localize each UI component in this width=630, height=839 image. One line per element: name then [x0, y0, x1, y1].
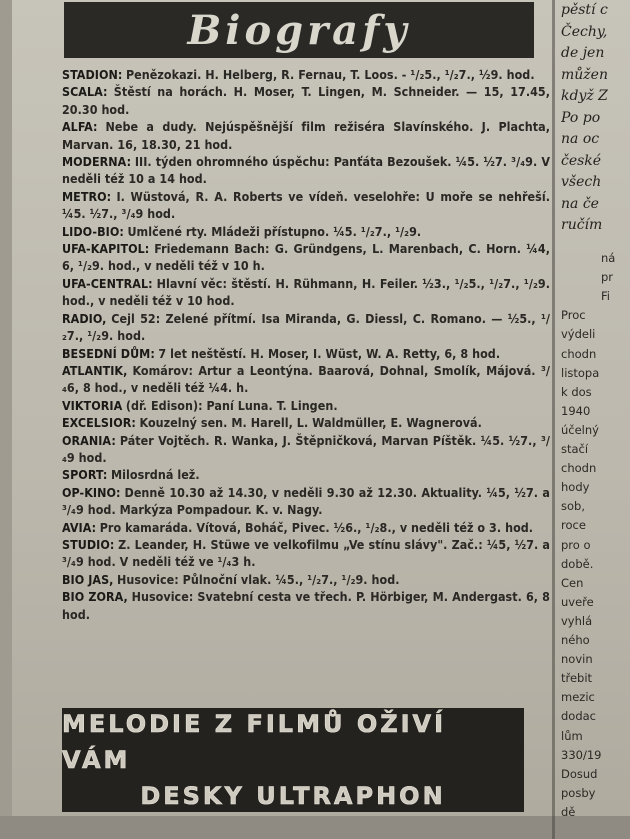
adjacent-italic-line: Po po	[561, 109, 601, 126]
listing-entry	[62, 571, 550, 588]
listing-entry	[62, 397, 550, 414]
adjacent-italic-line: české	[561, 152, 602, 169]
program-text: Milosrdná lež.	[110, 467, 200, 483]
adjacent-text-line: Proc	[561, 308, 586, 323]
cinema-name: UFA-KAPITOL:	[62, 241, 150, 257]
program-text: Husovice: Půlnoční vlak. ¼5., ¹/₂7., ¹/₂9. hod.	[117, 571, 400, 587]
ultraphon-advertisement	[62, 708, 524, 812]
program-text: Friedemann Bach: G. Gründgens, L. Marenbach, C. Horn. ¼4, 6, ¹/₂9. hod., v neděli též v 10 h.	[62, 241, 550, 274]
listing-entry	[62, 223, 550, 240]
adjacent-text-line: novin	[561, 652, 593, 667]
adjacent-italic-line: na če	[561, 195, 599, 212]
cinema-name: STUDIO:	[62, 536, 115, 552]
adjacent-text-line: chodn	[561, 461, 597, 476]
adjacent-text-line: 330/19	[561, 747, 602, 762]
cinema-name: BIO ZORA,	[62, 589, 128, 605]
adjacent-text-line: Cen	[561, 575, 584, 590]
listing-entry	[62, 275, 550, 310]
column-divider	[552, 0, 555, 839]
program-text: Husovice: Svatební cesta ve třech. P. Hörbiger, M. Andergast. 6, 8 hod.	[62, 589, 550, 622]
adjacent-column-italic-text	[561, 0, 630, 237]
adjacent-text-line: posby	[561, 785, 596, 800]
program-text: Denně 10.30 až 14.30, v neděli 9.30 až 12.30. Aktuality. ¼5, ½7. a ³/₄9 hod. Markýza Pompadour. K. v. Nagy.	[62, 484, 550, 518]
adjacent-text-line: pr	[601, 270, 614, 285]
adjacent-text-line: sob,	[561, 499, 585, 514]
program-text: Nebe a dudy. Nejúspěšnější film režiséra Slavínského. J. Plachta, Marvan. 16, 18.30, 21 hod.	[62, 119, 550, 152]
adjacent-column	[561, 0, 630, 839]
left-page-edge	[0, 0, 12, 839]
program-text: Penězokazi. H. Helberg, R. Fernau, T. Loos. - ¹/₂5., ¹/₂7., ½9. hod.	[125, 67, 535, 82]
cinema-name: MODERNA:	[62, 154, 132, 170]
adjacent-italic-line: Čechy,	[561, 23, 608, 40]
cinema-name: LIDO-BIO:	[62, 223, 124, 239]
cinema-name: SPORT:	[62, 467, 108, 483]
cinema-name: BESEDNÍ DŮM:	[62, 345, 155, 361]
adjacent-text-line: mezic	[561, 690, 595, 705]
cinema-name: VIKTORIA	[62, 397, 123, 413]
adjacent-text-line: hody	[561, 480, 590, 495]
adjacent-text-line: vyhlá	[561, 613, 593, 628]
section-header-banner	[64, 2, 534, 58]
adjacent-text-line: chodn	[561, 346, 597, 361]
adjacent-text-line: dodac	[561, 709, 597, 724]
program-text: Z. Leander, H. Stüwe ve velkofilmu „Ve stínu slávy". Zač.: ¼5, ½7. a ³/₄9 hod. V neděli též ve ¹/₄3 h.	[62, 536, 551, 570]
cinema-name: UFA-CENTRAL:	[62, 275, 153, 291]
adjacent-text-line: roce	[561, 518, 586, 533]
program-text: (dř. Edison): Paní Luna. T. Lingen.	[125, 397, 338, 413]
adjacent-italic-line: můžen	[561, 66, 608, 83]
adjacent-italic-line: ručím	[561, 217, 603, 233]
listing-entry	[62, 118, 550, 153]
cinema-listings	[62, 66, 550, 623]
listing-entry	[62, 536, 550, 571]
adjacent-text-line: k dos	[561, 384, 592, 399]
adjacent-text-line: době.	[561, 556, 594, 571]
cinema-name: ATLANTIK,	[62, 362, 128, 378]
cinema-name: METRO:	[62, 188, 112, 204]
program-text: I. Wüstová, R. A. Roberts ve vídeň. veselohře: U moře se nehřeší. ¼5. ½7., ³/₄9 hod.	[62, 188, 550, 222]
program-text: Štěstí na horách. H. Moser, T. Lingen, M. Schneider. — 15, 17.45, 20.30 hod.	[62, 84, 550, 117]
program-text: 7 let neštěstí. H. Moser, I. Wüst, W. A. Retty, 6, 8 hod.	[158, 345, 501, 361]
cinema-name: STADION:	[62, 67, 123, 82]
program-text: Cejl 52: Zelené přítmí. Isa Miranda, G. Diessl, C. Romano. — ½5., ¹/₂7., ¹/₂9. hod.	[62, 310, 550, 344]
adjacent-italic-line: na oc	[561, 131, 600, 147]
listing-entry	[62, 588, 550, 623]
listing-entry	[62, 519, 550, 536]
adjacent-text-line: uveře	[561, 594, 594, 609]
listing-entry	[62, 66, 550, 83]
adjacent-italic-line: pěstí c	[561, 2, 608, 18]
listing-entry	[62, 362, 550, 397]
adjacent-italic-line: de jen	[561, 45, 605, 61]
listing-entry	[62, 345, 550, 362]
cinema-name: ALFA:	[62, 119, 98, 135]
adjacent-text-line: lům	[561, 728, 583, 743]
listing-entry	[62, 432, 550, 467]
ad-line-1: MELODIE Z FILMŮ OŽIVÍ VÁM	[62, 710, 447, 774]
cinema-name: AVIA:	[62, 519, 97, 535]
cinema-name: RADIO,	[62, 310, 107, 326]
program-text: Kouzelný sen. M. Harell, L. Waldmüller, E. Wagnerová.	[139, 415, 482, 431]
listing-entry	[62, 414, 550, 431]
adjacent-text-line: pro o	[561, 537, 591, 552]
program-text: Umlčené rty. Mládeži přístupno. ¼5. ¹/₂7., ¹/₂9.	[127, 223, 422, 239]
adjacent-text-line: ného	[561, 633, 590, 647]
adjacent-italic-line: všech	[561, 174, 602, 190]
program-text: Pro kamaráda. Vítová, Boháč, Pivec. ½6., ¹/₂8., v neděli též o 3. hod.	[99, 519, 534, 535]
listing-entry	[62, 240, 550, 275]
bottom-page-edge	[0, 816, 630, 839]
adjacent-text-line: Dosud	[561, 766, 598, 781]
listing-entry	[62, 83, 550, 118]
listing-entry	[62, 466, 550, 483]
adjacent-text-line: listopa	[561, 365, 600, 380]
adjacent-text-line: stačí	[561, 442, 589, 456]
adjacent-italic-line: když Z	[561, 88, 608, 104]
adjacent-text-line: Fi	[601, 289, 610, 304]
cinema-name: OP-KINO:	[62, 484, 121, 500]
adjacent-text-line: výdeli	[561, 327, 596, 342]
listing-entry	[62, 310, 550, 345]
section-title: Biografy	[187, 6, 411, 54]
listing-entry	[62, 153, 550, 188]
program-text: Páter Vojtěch. R. Wanka, J. Štěpničková, Marvan Píštěk. ¼5. ½7., ³/₄9 hod.	[62, 432, 550, 465]
ad-line-2: DESKY ULTRAPHON	[140, 782, 446, 810]
cinema-name: SCALA:	[62, 84, 108, 100]
program-text: Komárov: Artur a Leontýna. Baarová, Dohnal, Smolík, Májová. ³/₄6, 8 hod., v neděli též ¼4. h.	[62, 362, 550, 396]
program-text: Hlavní věc: štěstí. H. Rühmann, H. Feiler. ½3., ¹/₂5., ¹/₂7., ¹/₂9. hod., v neděli též v 10 hod.	[62, 275, 550, 309]
program-text: III. týden ohromného úspěchu: Panťáta Bezoušek. ¼5. ½7. ³/₄9. V neděli též 10 a 14 hod.	[62, 154, 550, 187]
adjacent-text-line: dě	[561, 804, 576, 819]
adjacent-text-line: účelný	[561, 422, 599, 437]
listing-entry	[62, 188, 550, 223]
cinema-name: EXCELSIOR:	[62, 415, 136, 431]
adjacent-text-line: 1940	[561, 403, 591, 418]
adjacent-text-line: ná	[601, 251, 616, 265]
listing-entry	[62, 484, 550, 519]
cinema-name: ORANIA:	[62, 432, 116, 448]
cinema-name: BIO JAS,	[62, 571, 114, 587]
adjacent-text-line: třebit	[561, 671, 593, 686]
